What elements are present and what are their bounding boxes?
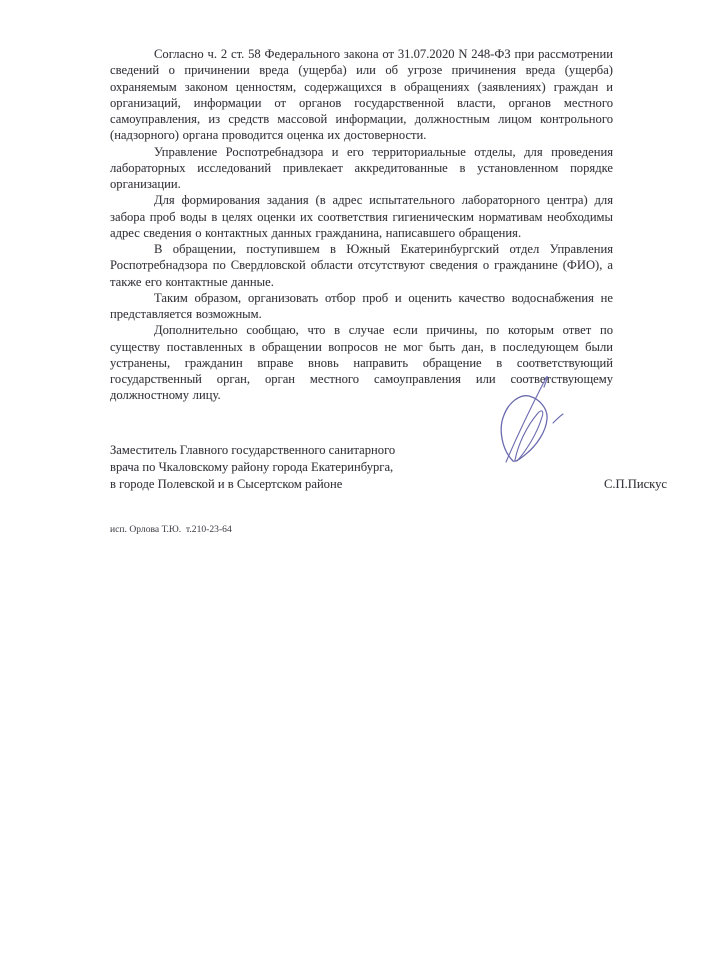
body-paragraph: В обращении, поступившем в Южный Екатеринбургский отдел Управления Роспотребнадзора по Свердловской области отсутствуют сведения о гражданине (ФИО), а также его контактные данные. [110,242,613,289]
signatory-title-line: врача по Чкаловскому району города Екатеринбурга, [110,459,394,474]
signature-block [110,442,667,493]
executor-note: исп. Орлова Т.Ю. т.210-23-64 [110,523,232,535]
body-paragraph: Дополнительно сообщаю, что в случае если причины, по которым ответ по существу поставленных в обращении вопросов не мог быть дан, в последующем были устранены, гражданин вправе вновь направить обращение в соответствующий государственный орган, орган местного самоуправления или соответствующему должностному лицу. [110,323,613,403]
signatory-title-line: Заместитель Главного государственного санитарного [110,442,396,457]
signatory-title [110,442,395,493]
signatory-title-line: в городе Полевской и в Сысертском районе [110,476,343,491]
handwritten-signature-icon [495,371,573,469]
body-paragraph: Для формирования задания (в адрес испытательного лабораторного центра) для забора проб воды в целях оценки их соответствия гигиеническим нормативам необходимы адрес сведения о контактных данных гражданина, написавшего обращения. [110,193,613,240]
body-paragraph: Согласно ч. 2 ст. 58 Федерального закона от 31.07.2020 N 248-ФЗ при рассмотрении сведений о причинении вреда (ущерба) или об угрозе причинения вреда (ущерба) охраняемым законом ценностям, содержащихся в обращениях (заявлениях) граждан и организаций, информации от органов государственной власти, органов местного самоуправления, из средств массовой информации, должностным лицом контрольного (надзорного) органа проводится оценка их достоверности. [110,47,613,143]
body-paragraph: Управление Роспотребнадзора и его территориальные отделы, для проведения лабораторных исследований привлекает аккредитованные в установленном порядке организации. [110,144,613,191]
signatory-name: С.П.Пискус [603,476,667,491]
body-paragraph: Таким образом, организовать отбор проб и оценить качество водоснабжения не представляется возможным. [110,290,613,321]
